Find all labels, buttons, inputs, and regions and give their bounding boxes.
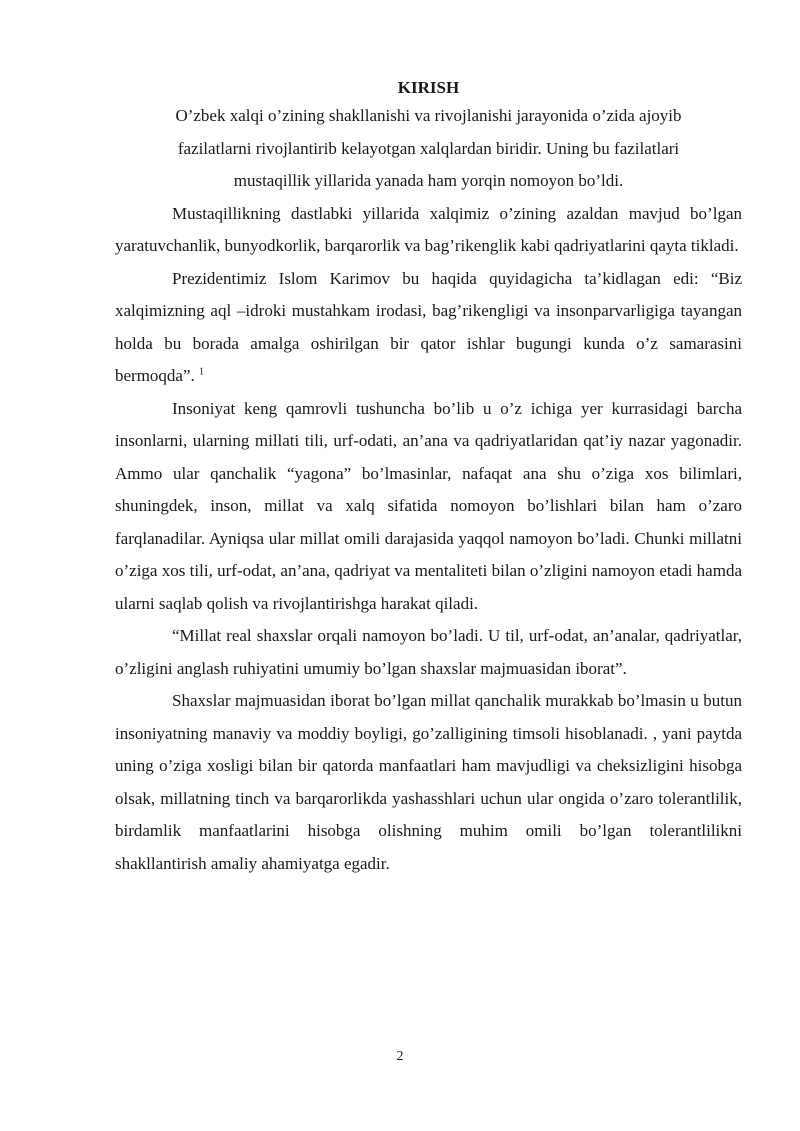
intro-line: mustaqillik yillarida yanada ham yorqin nomoyon bo’ldi. xyxy=(233,171,624,190)
page-number: 2 xyxy=(396,1049,404,1064)
paragraph: “Millat real shaxslar orqali namoyon bo’ladi. U til, urf-odat, an’analar, qadriyatlar, o’zligini anglash ruhiyatini umumiy bo’lgan shaxslar majmuasidan iborat”. xyxy=(115,626,742,678)
paragraph: Shaxslar majmuasidan iborat bo’lgan millat qanchalik murakkab bo’lmasin u butun insoniyatning manaviy va moddiy boyligi, go’zalligining timsoli hisoblanadi. , yani paytda uning o’ziga xosligi bilan bir qatorda manfaatlari ham mavjudligi va cheksizligini hisobga olsak, millatning tinch va barqarorlikda yashasshlari uchun ular ongida o’zaro tolerantlilik, birdamlik manfaatlarini hisobga olishning muhim omili bo’lgan tolerantlilikni shakllantirish amaliy ahamiyatga egadir. xyxy=(115,691,742,873)
paragraph: Insoniyat keng qamrovli tushuncha bo’lib u o’z ichiga yer kurrasidagi barcha insonlarni, ularning millati tili, urf-odati, an’ana va qadriyatlaridan qat’iy nazar yagonadir. Ammo ular qanchalik “yagona” bo’lmasinlar, nafaqat ana shu o’ziga xos bilimlari, shuningdek, inson, millat va xalq sifatida nomoyon bo’lishlari bilan ham o’zaro farqlanadilar. Ayniqsa ular millat omili darajasida yaqqol namoyon bo’ladi. Chunki millatni o’ziga xos tili, urf-odat, an’ana, qadriyat va mentaliteti bilan o’zligini namoyon etadi hamda ularni saqlab qolish va rivojlantirishga harakat qiladi. xyxy=(115,398,742,613)
intro-paragraph xyxy=(115,100,742,198)
intro-line: O’zbek xalqi o’zining shakllanishi va rivojlanishi jarayonida o’zida ajoyib xyxy=(175,106,682,125)
intro-line: fazilatlarni rivojlantirib kelayotgan xalqlardan biridir. Uning bu fazilatlari xyxy=(177,138,680,158)
footnote-mark[interactable]: 1 xyxy=(199,366,205,378)
page-title: KIRISH xyxy=(397,78,460,97)
quote-text: Prezidentimiz Islom Karimov bu haqida quyidagicha ta’kidlagan edi: “Biz xalqimizning aql –idroki mustahkam irodasi, bag’rikengligi va insonparvarligiga tayangan holda bu borada amalga oshirilgan bir qator ishlar bugungi kunda o’z samarasini bermoqda”. xyxy=(115,268,742,385)
paragraph: Mustaqillikning dastlabki yillarida xalqimiz o’zining azaldan mavjud bo’lgan yaratuvchanlik, bunyodkorlik, barqarorlik va bag’rikenglik kabi qadriyatlarini qayta tikladi. xyxy=(115,203,742,255)
page-body xyxy=(115,76,742,880)
paragraph-with-footnote xyxy=(115,263,742,393)
